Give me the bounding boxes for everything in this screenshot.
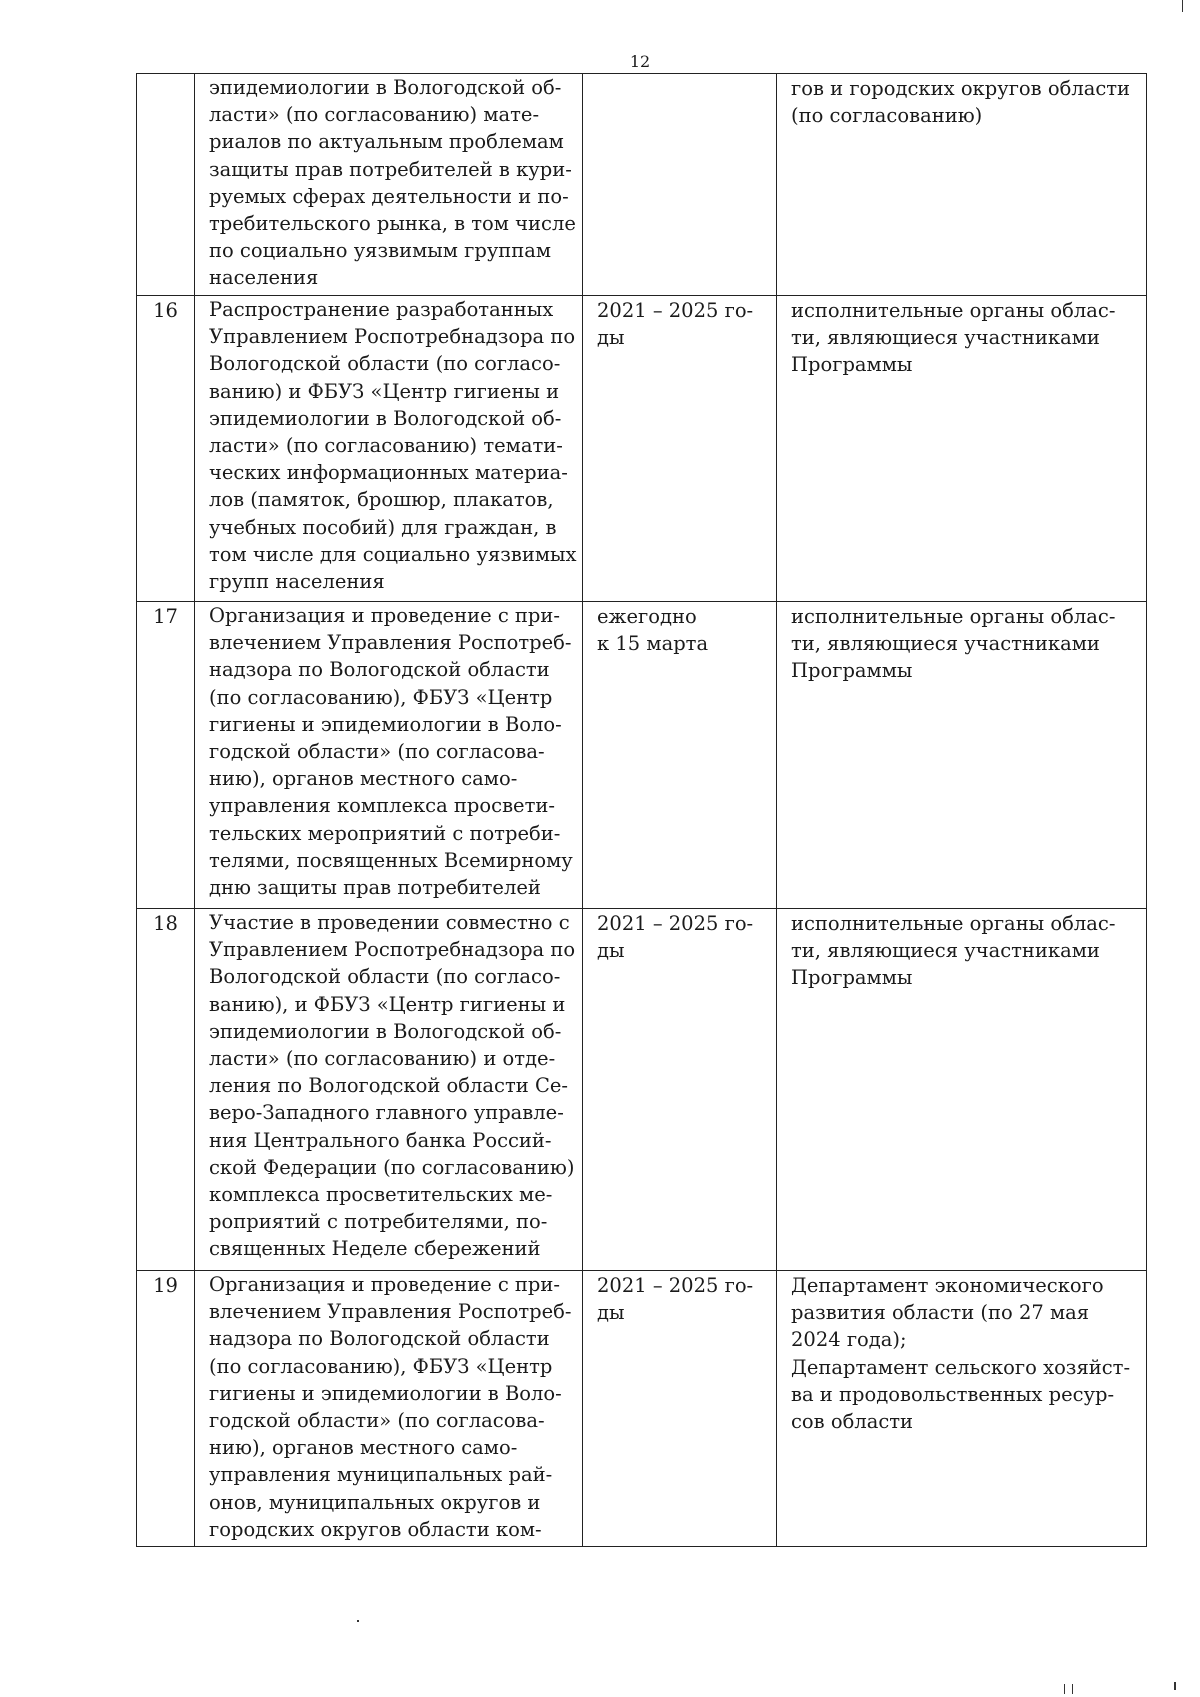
measure-description (195, 74, 583, 296)
text-line: ти, являющиеся участниками (791, 939, 1100, 963)
measure-description (195, 909, 583, 1271)
text-line: гигиены и эпидемиологии в Воло- (209, 1381, 562, 1405)
text-line: телями, посвященных Всемирному (209, 848, 573, 872)
text-line: роприятий с потребителями, по- (209, 1210, 548, 1234)
text-line: ды (597, 1301, 625, 1325)
text-line: ти, являющиеся участниками (791, 632, 1100, 656)
text-line: надзора по Вологодской области (209, 658, 550, 682)
text-line: ванию), и ФБУЗ «Центр гигиены и (209, 992, 566, 1016)
measure-executor (777, 74, 1147, 296)
text-line: ласти» (по согласованию) мате- (209, 103, 540, 127)
text-line: групп населения (209, 570, 385, 594)
text-line: к 15 марта (597, 632, 709, 656)
text-line: гов и городских округов области (791, 77, 1131, 100)
text-line: по социально уязвимым группам (209, 239, 552, 263)
measure-executor (777, 602, 1147, 909)
table-row (137, 74, 1147, 296)
text-line: Организация и проведение с при- (209, 1273, 560, 1296)
text-line: онов, муниципальных округов и (209, 1490, 541, 1514)
text-line: защиты прав потребителей в кури- (209, 157, 572, 181)
text-line: исполнительные органы облас- (791, 605, 1116, 628)
text-line: (по согласованию), ФБУЗ «Центр (209, 685, 553, 709)
text-line: Управлением Роспотребнадзора по (209, 325, 576, 349)
text-line: тельских мероприятий с потреби- (209, 821, 561, 845)
row-number: 18 (137, 909, 195, 1271)
text-line: гигиены и эпидемиологии в Воло- (209, 712, 562, 736)
text-line: священных Неделе сбережений (209, 1237, 541, 1261)
measure-period (583, 909, 777, 1271)
text-line: 2021 – 2025 го- (597, 299, 754, 322)
text-line: исполнительные органы облас- (791, 912, 1116, 935)
scan-speck (357, 1620, 359, 1622)
text-line: Вологодской области (по согласо- (209, 965, 561, 989)
text-line: ния Центрального банка Россий- (209, 1128, 552, 1152)
text-line: городских округов области ком- (209, 1517, 542, 1541)
text-line: Департамент экономического (791, 1274, 1104, 1297)
text-line: ды (597, 326, 625, 350)
text-line: влечением Управления Роспотреб- (209, 631, 572, 655)
text-line: эпидемиологии в Вологодской об- (209, 76, 562, 99)
row-number (137, 74, 195, 296)
text-line: ласти» (по согласованию) темати- (209, 434, 563, 458)
text-line: комплекса просветительских ме- (209, 1183, 553, 1207)
text-line: 2024 года); (791, 1328, 907, 1352)
text-line: Программы (791, 659, 913, 683)
text-line: управления муниципальных рай- (209, 1463, 553, 1487)
text-line: ласти» (по согласованию) и отде- (209, 1047, 556, 1071)
text-line: населения (209, 266, 319, 290)
row-number: 19 (137, 1271, 195, 1547)
measure-period (583, 74, 777, 296)
text-line: нию), органов местного само- (209, 1436, 518, 1460)
text-line: ванию) и ФБУЗ «Центр гигиены и (209, 379, 560, 403)
text-line: 2021 – 2025 го- (597, 1274, 754, 1297)
text-line: (по согласованию) (791, 104, 983, 128)
scan-speck (1174, 1682, 1176, 1690)
text-line: Распространение разработанных (209, 298, 554, 321)
text-line: Организация и проведение с при- (209, 604, 560, 627)
text-line: эпидемиологии в Вологодской об- (209, 406, 562, 430)
text-line: ления по Вологодской области Се- (209, 1074, 569, 1098)
text-line: лов (памяток, брошюр, плакатов, (209, 488, 554, 512)
text-line: Программы (791, 353, 913, 377)
measure-description (195, 602, 583, 909)
table-row (137, 909, 1147, 1271)
measure-description (195, 1271, 583, 1547)
table-row (137, 296, 1147, 602)
text-line: эпидемиологии в Вологодской об- (209, 1019, 562, 1043)
text-line: нию), органов местного само- (209, 767, 518, 791)
measure-executor (777, 1271, 1147, 1547)
text-line: ской Федерации (по согласованию) (209, 1155, 575, 1179)
row-number: 16 (137, 296, 195, 602)
text-line: требительского рынка, в том числе (209, 212, 576, 236)
text-line: влечением Управления Роспотреб- (209, 1300, 572, 1324)
measure-executor (777, 296, 1147, 602)
text-line: годской области» (по согласова- (209, 1409, 545, 1433)
row-number: 17 (137, 602, 195, 909)
text-line: надзора по Вологодской области (209, 1327, 550, 1351)
text-line: Управлением Роспотребнадзора по (209, 938, 576, 962)
text-line: ды (597, 939, 625, 963)
text-line: руемых сферах деятельности и по- (209, 184, 569, 208)
text-line: сов области (791, 1410, 914, 1434)
text-line: управления комплекса просвети- (209, 794, 555, 818)
measure-period (583, 296, 777, 602)
table-row (137, 602, 1147, 909)
text-line: (по согласованию), ФБУЗ «Центр (209, 1354, 553, 1378)
text-line: ти, являющиеся участниками (791, 326, 1100, 350)
text-line: том числе для социально уязвимых (209, 542, 577, 566)
table-row (137, 1271, 1147, 1547)
text-line: веро-Западного главного управле- (209, 1101, 564, 1125)
text-line: исполнительные органы облас- (791, 299, 1116, 322)
measure-period (583, 602, 777, 909)
text-line: Департамент сельского хозяйст- (791, 1355, 1131, 1379)
measure-description (195, 296, 583, 602)
measure-period (583, 1271, 777, 1547)
text-line: Программы (791, 966, 913, 990)
text-line: дню защиты прав потребителей (209, 876, 541, 900)
text-line: ческих информационных материа- (209, 461, 568, 485)
text-line: учебных пособий) для граждан, в (209, 515, 557, 539)
text-line: 2021 – 2025 го- (597, 912, 754, 935)
scan-speck (1182, 0, 1183, 12)
scan-speck (1064, 1684, 1065, 1694)
text-line: Вологодской области (по согласо- (209, 352, 561, 376)
text-line: ежегодно (597, 605, 697, 628)
text-line: ва и продовольственных ресур- (791, 1382, 1115, 1406)
text-line: развития области (по 27 мая (791, 1301, 1090, 1325)
measure-executor (777, 909, 1147, 1271)
text-line: риалов по актуальным проблемам (209, 130, 564, 154)
text-line: Участие в проведении совместно с (209, 911, 570, 934)
measures-table (136, 73, 1147, 1547)
page-number: 12 (629, 52, 651, 71)
text-line: годской области» (по согласова- (209, 740, 545, 764)
scan-speck (1072, 1684, 1073, 1694)
